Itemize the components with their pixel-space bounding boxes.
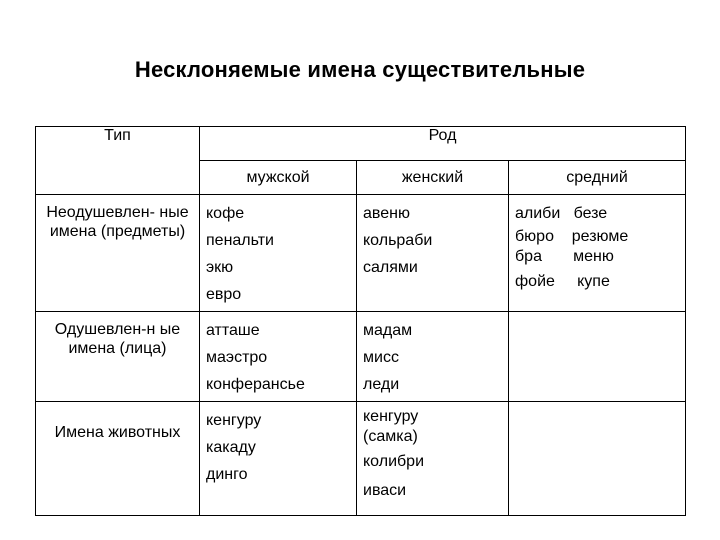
cell-feminine: [357, 312, 509, 402]
table-row: [36, 402, 686, 516]
word: кофе: [206, 205, 245, 222]
cell-masculine: [200, 402, 357, 516]
word: леди: [363, 376, 400, 393]
word: колибри: [363, 453, 424, 470]
word-pair: бюро резюме: [515, 228, 629, 245]
word: (самка): [363, 428, 418, 445]
word: атташе: [206, 322, 260, 339]
cell-neuter-empty: [509, 312, 686, 402]
cell-feminine: [357, 402, 509, 516]
row-label-line: ые имена: [68, 321, 181, 357]
word: экю: [206, 259, 234, 276]
header-feminine: женский: [357, 161, 509, 195]
header-masculine: мужской: [200, 161, 357, 195]
cell-masculine: [200, 195, 357, 312]
row-label-animals: [36, 402, 200, 516]
row-label-animate: [36, 312, 200, 402]
word: кенгуру: [363, 408, 419, 425]
word: пенальти: [206, 232, 274, 249]
word: динго: [206, 466, 248, 483]
row-label-inanimate: [36, 195, 200, 312]
word: мисс: [363, 349, 399, 366]
word: авеню: [363, 205, 410, 222]
row-label-line: (предметы): [100, 223, 186, 240]
word: конферансье: [206, 376, 305, 393]
cell-feminine: [357, 195, 509, 312]
word-pair: фойе купе: [515, 273, 610, 290]
nouns-table: [35, 126, 686, 516]
row-label-line: (лица): [119, 340, 167, 357]
header-neuter: средний: [509, 161, 686, 195]
word: мадам: [363, 322, 413, 339]
page-title: Несклоняемые имена существительные: [134, 57, 586, 82]
word-pair: бра меню: [515, 248, 614, 265]
row-label-line: Неодушевлен-: [46, 204, 155, 221]
table-row: [36, 195, 686, 312]
word: какаду: [206, 439, 256, 456]
word: евро: [206, 286, 242, 303]
word: салями: [363, 259, 418, 276]
cell-neuter: [509, 195, 686, 312]
cell-neuter-empty: [509, 402, 686, 516]
row-label-line: животных: [108, 424, 181, 441]
word: кольраби: [363, 232, 433, 249]
header-gender: Род: [200, 127, 686, 161]
cell-masculine: [200, 312, 357, 402]
word-pair: алиби безе: [515, 205, 608, 222]
table-row: [36, 312, 686, 402]
word: иваси: [363, 482, 407, 499]
header-type: Тип: [36, 127, 200, 195]
row-label-line: Одушевлен-н: [54, 321, 156, 338]
row-label-line: Имена: [54, 424, 104, 441]
word: маэстро: [206, 349, 268, 366]
row-label-line: ные имена: [49, 204, 189, 240]
word: кенгуру: [206, 412, 262, 429]
